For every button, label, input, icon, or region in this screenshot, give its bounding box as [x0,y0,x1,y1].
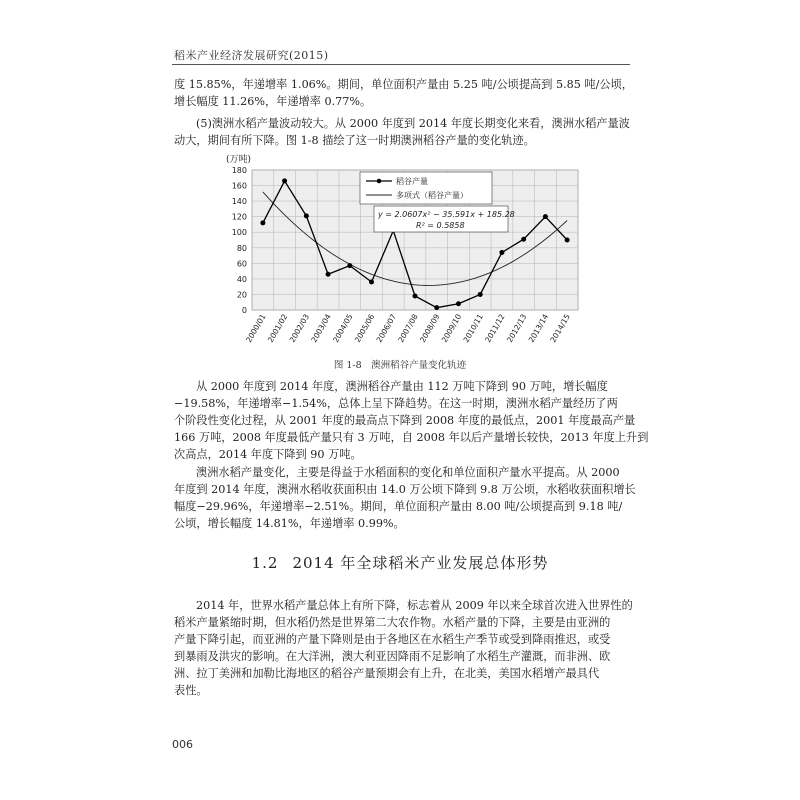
page-number: 006 [172,738,193,751]
x-tick-label: 2010/11 [461,312,485,344]
data-point [478,292,483,297]
data-point [456,301,461,306]
section-title: 2014 年全球稻米产业发展总体形势 [292,554,549,572]
y-ticks [232,166,247,315]
legend-trend-label: 多项式（稻谷产量） [396,191,468,200]
x-tick-label: 2007/08 [396,312,420,344]
running-header: 稻米产业经济发展研究(2015) [174,49,329,62]
text-line: 次高点，2014 年度下降到 90 万吨。 [174,448,362,461]
paragraph-3 [174,464,636,532]
y-tick-label: 180 [231,166,247,175]
text-line: 产量下降引起，而亚洲的产量下降则是由于各地区在水稻生产季节或受到降雨推迟，或受 [174,633,611,646]
y-tick-label: 120 [231,212,247,222]
y-tick-label: 60 [236,259,247,269]
text-line: 洲、拉丁美洲和加勒比海地区的稻谷产量预期会有上升，在北美，美国水稻增产最具代 [174,667,600,680]
x-ticks [244,312,572,344]
text-line: (5)澳洲水稻产量波动较大。从 2000 年度到 2014 年度长期变化来看，澳洲水稻产量波 [196,117,630,130]
text-line: 幅度−29.96%，年递增率−2.51%。期间，单位面积产量由 8.00 吨/公顷提高到 9.18 吨/ [174,500,623,513]
figure-caption: 图 1-8 澳洲稻谷产量变化轨迹 [333,360,467,371]
x-tick-label: 2011/12 [483,312,507,344]
equation-box [374,206,515,232]
legend-series-marker [377,179,382,184]
x-tick-label: 2013/14 [526,312,551,344]
y-tick-label: 80 [236,243,247,253]
x-tick-label: 2004/05 [331,312,355,344]
text-line: 从 2000 年度到 2014 年度，澳洲稻谷产量由 112 万吨下降到 90 万吨，增长幅度 [196,380,608,393]
y-tick-label: 140 [231,197,247,207]
data-point [434,305,439,310]
x-tick-label: 2003/04 [309,312,333,344]
text-line: 公顷，增长幅度 14.81%，年递增率 0.99%。 [174,517,405,530]
data-point [413,294,418,299]
text-line: 增长幅度 11.26%，年递增率 0.77%。 [174,95,372,108]
trend-equation: y = 2.0607x² − 35.591x + 185.28 [378,210,515,219]
x-tick-label: 2005/06 [352,312,377,344]
data-point [521,237,526,242]
legend [360,172,492,204]
x-tick-label: 2001/02 [265,312,290,344]
x-tick-label: 2008/09 [418,312,442,344]
x-tick-label: 2000/01 [244,312,268,344]
y-tick-label: 40 [236,274,247,284]
text-line: 个阶段性变化过程，从 2001 年度的最高点下降到 2008 年度的最低点，2001 年度最高产量 [174,414,636,427]
text-line: 度 15.85%，年递增率 1.06%。期间，单位面积产量由 5.25 吨/公顷提高到 5.85 吨/公顷， [174,78,633,91]
section-number: 1.2 [251,554,279,572]
data-point [326,272,331,277]
text-line: 到暴雨及洪灾的影响。在大洋洲，澳大利亚因降雨不足影响了水稻生产灌溉，而非洲、欧 [174,650,611,663]
x-tick-label: 2012/13 [505,312,529,344]
x-tick-label: 2002/03 [287,312,312,344]
text-line: 动大，期间有所下降。图 1-8 描绘了这一时期澳洲稻谷产量的变化轨迹。 [174,134,535,147]
text-line: 澳洲水稻产量变化，主要是得益于水稻面积的变化和单位面积产量水平提高。从 2000 [196,466,620,479]
x-tick-label: 2006/07 [374,312,398,344]
data-point [499,250,504,255]
paragraph-4 [174,597,633,699]
intro-paragraph [174,76,633,110]
r-squared: R² = 0.5858 [416,221,465,230]
text-line: −19.58%，年递增率−1.54%，总体上呈下降趋势。在这一时期，澳洲水稻产量经历了两 [174,397,618,410]
y-tick-label: 0 [241,306,247,315]
text-line: 166 万吨，2008 年度最低产量只有 3 万吨，自 2008 年以后产量增长较快，2013 年度上升到 [174,431,649,444]
x-tick-label: 2014/15 [548,312,572,344]
rice-production-chart [218,148,590,353]
data-point [543,214,548,219]
x-tick-label: 2009/10 [439,312,464,344]
y-tick-label: 160 [231,181,247,191]
text-line: 表性。 [174,684,208,697]
data-point [260,220,265,225]
data-point [304,213,309,218]
text-line: 稻米产量紧缩时期，但水稻仍然是世界第二大农作物。水稻产量的下降，主要是由亚洲的 [174,616,611,629]
y-axis-unit: (万吨) [226,155,252,165]
text-line: 2014 年，世界水稻产量总体上有所下降，标志着从 2009 年以来全球首次进入世界性的 [196,599,633,612]
y-tick-label: 100 [231,228,247,238]
y-tick-label: 20 [236,290,247,300]
text-line: 年度到 2014 年度，澳洲水稻收获面积由 14.0 万公顷下降到 9.8 万公顷，水稻收获面积增长 [174,483,636,496]
paragraph-2 [174,378,649,463]
data-point [282,178,287,183]
point5-paragraph [174,115,630,149]
data-point [565,238,570,243]
section-heading [240,552,560,573]
legend-series-label: 稻谷产量 [396,177,428,186]
data-point [369,280,374,285]
data-point [347,263,352,268]
header-rule [172,64,630,65]
